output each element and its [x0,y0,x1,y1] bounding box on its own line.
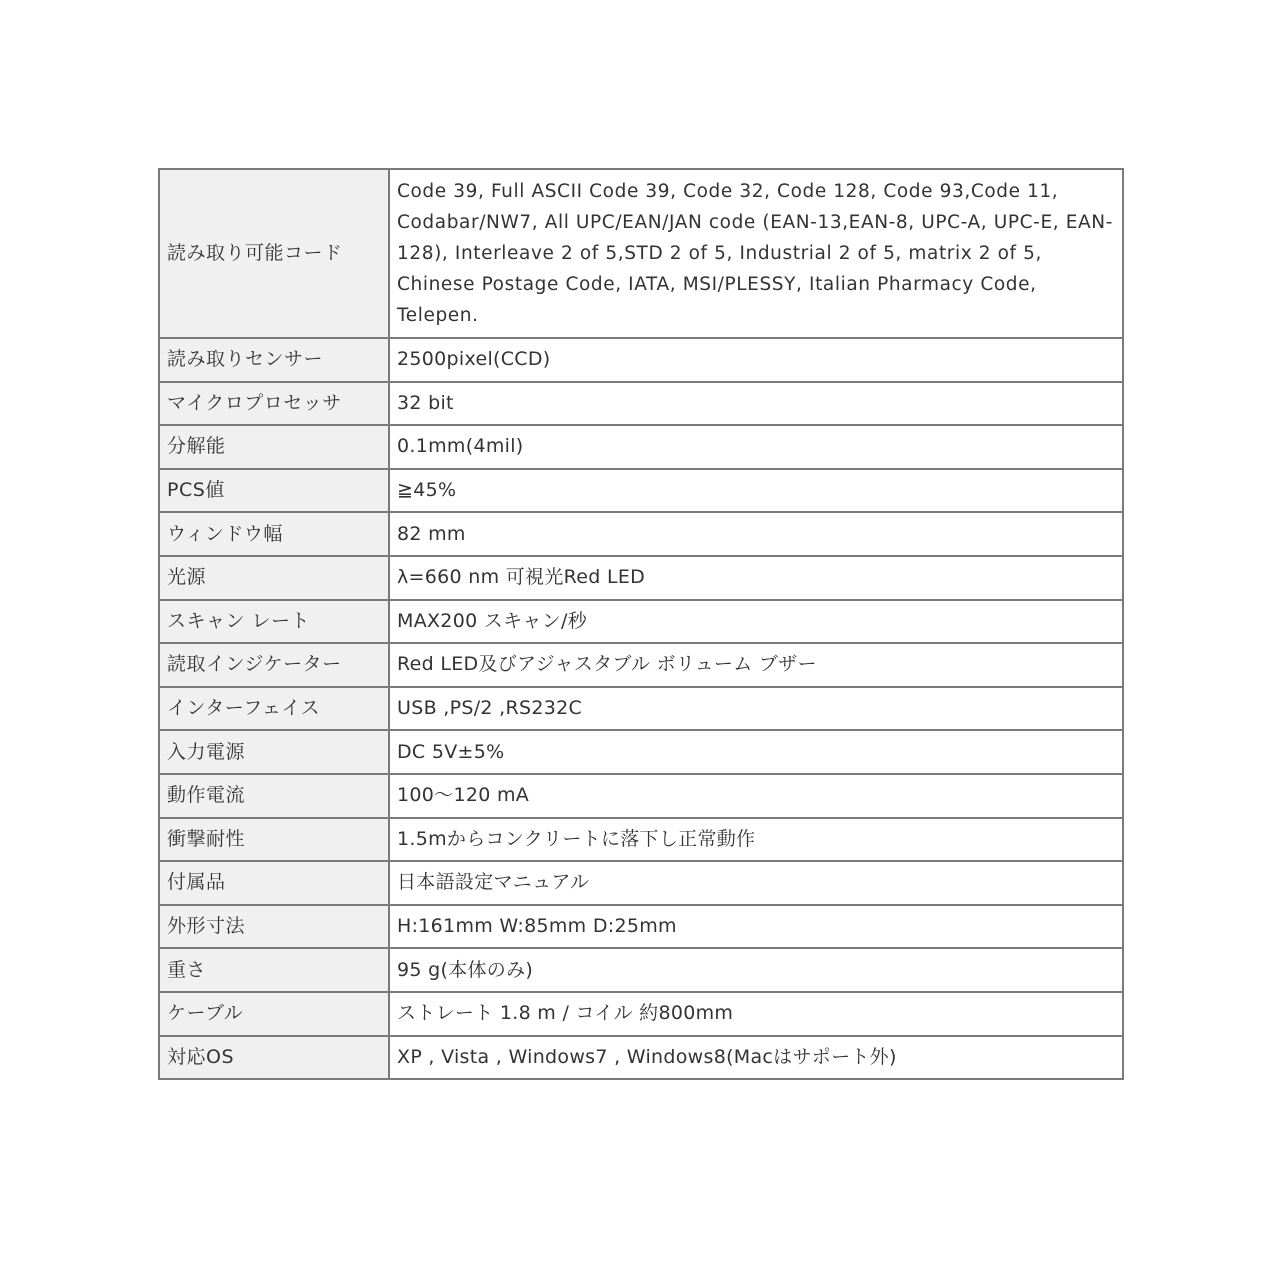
spec-row-accessories [159,861,1123,905]
spec-value: 2500pixel(CCD) [389,338,1123,382]
spec-label: 衝撃耐性 [159,818,389,862]
spec-value: DC 5V±5% [389,730,1123,774]
spec-label: 重さ [159,948,389,992]
spec-row-cable [159,992,1123,1036]
spec-value: 82 mm [389,512,1123,556]
spec-row-shock-resistance [159,818,1123,862]
spec-value: 0.1mm(4mil) [389,425,1123,469]
spec-row-operating-current [159,774,1123,818]
spec-value: Red LED及びアジャスタブル ボリューム ブザー [389,643,1123,687]
spec-row-indicator [159,643,1123,687]
spec-value: XP , Vista , Windows7 , Windows8(Macはサポート外) [389,1036,1123,1080]
spec-row-interface [159,687,1123,731]
spec-value: USB ,PS/2 ,RS232C [389,687,1123,731]
spec-value: 1.5mからコンクリートに落下し正常動作 [389,818,1123,862]
spec-row-weight [159,948,1123,992]
spec-value: λ=660 nm 可視光Red LED [389,556,1123,600]
spec-label: ウィンドウ幅 [159,512,389,556]
spec-label: 読取インジケーター [159,643,389,687]
spec-label: 外形寸法 [159,905,389,949]
spec-label: 対応OS [159,1036,389,1080]
spec-value: 95 g(本体のみ) [389,948,1123,992]
spec-label: インターフェイス [159,687,389,731]
spec-label: 読み取りセンサー [159,338,389,382]
spec-label: 光源 [159,556,389,600]
spec-row-pcs [159,469,1123,513]
spec-value: ストレート 1.8 m / コイル 約800mm [389,992,1123,1036]
spec-row-resolution [159,425,1123,469]
spec-row-input-power [159,730,1123,774]
spec-row-sensor [159,338,1123,382]
spec-value: Code 39, Full ASCII Code 39, Code 32, Code 128, Code 93,Code 11, Codabar/NW7, All UPC/EAN/JAN code (EAN-13,EAN-8, UPC-A, UPC-E, EAN-128), Interleave 2 of 5,STD 2 of 5, Industrial 2 of 5, matrix 2 of 5, Chinese Postage Code, IATA, MSI/PLESSY, Italian Pharmacy Code, Telepen. [389,169,1123,338]
spec-value: H:161mm W:85mm D:25mm [389,905,1123,949]
spec-row-scan-rate [159,600,1123,644]
spec-label: マイクロプロセッサ [159,382,389,426]
spec-row-light-source [159,556,1123,600]
spec-label: 動作電流 [159,774,389,818]
spec-row-supported-os [159,1036,1123,1080]
spec-label: スキャン レート [159,600,389,644]
spec-row-dimensions [159,905,1123,949]
spec-label: PCS値 [159,469,389,513]
spec-row-microprocessor [159,382,1123,426]
spec-table-body [159,169,1123,1079]
spec-table [158,168,1124,1080]
spec-label: 付属品 [159,861,389,905]
spec-row-window-width [159,512,1123,556]
spec-row-readable-codes [159,169,1123,338]
spec-label: 読み取り可能コード [159,169,389,338]
spec-value: ≧45% [389,469,1123,513]
spec-value: 日本語設定マニュアル [389,861,1123,905]
spec-label: 入力電源 [159,730,389,774]
spec-label: 分解能 [159,425,389,469]
spec-value: 100～120 mA [389,774,1123,818]
spec-value: 32 bit [389,382,1123,426]
spec-value: MAX200 スキャン/秒 [389,600,1123,644]
spec-label: ケーブル [159,992,389,1036]
